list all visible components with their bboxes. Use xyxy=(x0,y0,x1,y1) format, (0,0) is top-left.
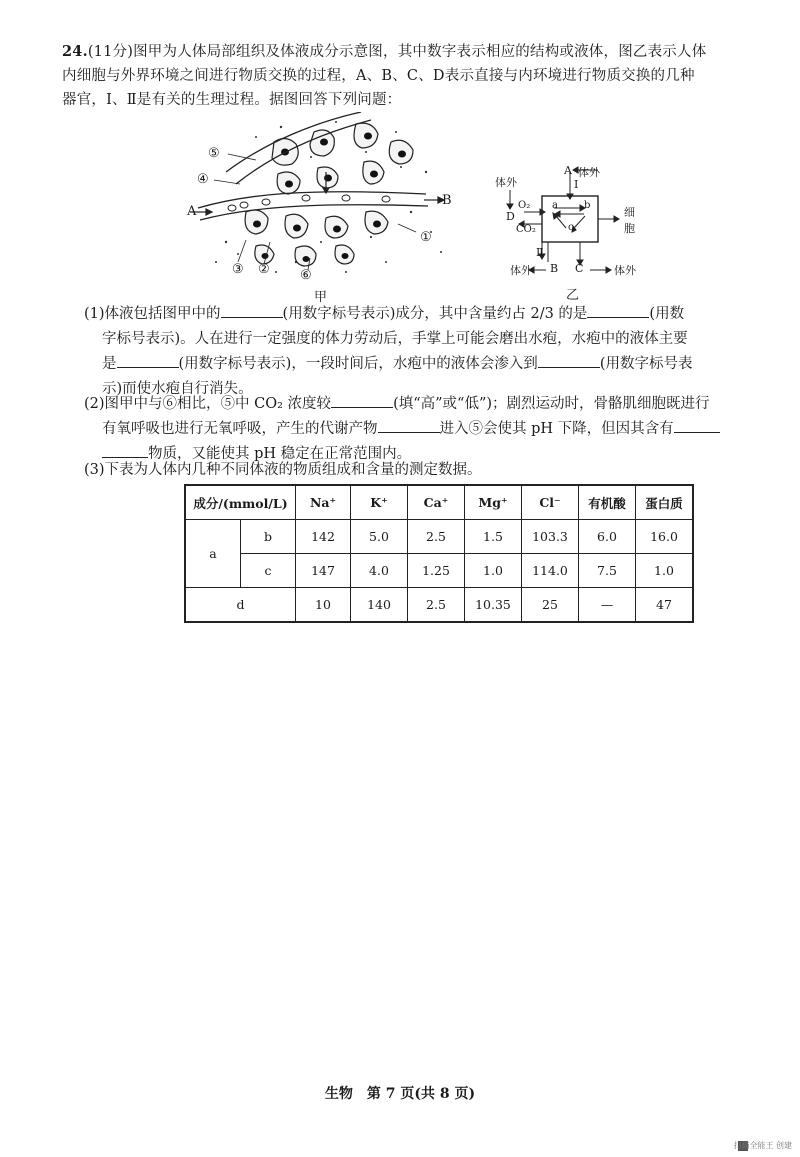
sub1-line3b: (用数字标号表示)，一段时间后，水疱中的液体会渗入到 xyxy=(178,356,538,372)
answer-blank[interactable] xyxy=(331,393,393,408)
table-cell: 1.25 xyxy=(408,554,465,588)
yi-label-c: c xyxy=(568,222,574,233)
sub2-line1a: (2)图甲中与⑥相比，⑤中 CO₂ 浓度较 xyxy=(84,396,332,412)
answer-blank[interactable] xyxy=(102,443,148,458)
table-cell: 2.5 xyxy=(408,520,465,554)
table-header-cell: Mg⁺ xyxy=(465,485,522,520)
page-footer: 生物 第 7 页(共 8 页) xyxy=(324,1086,476,1102)
question-intro xyxy=(62,40,752,112)
sub-question-2 xyxy=(84,392,744,467)
jia-label-3: ③ xyxy=(232,262,244,277)
table-cell: 47 xyxy=(636,588,694,623)
table-cell: 4.0 xyxy=(351,554,408,588)
sub3-text: (3)下表为人体内几种不同体液的物质组成和含量的测定数据。 xyxy=(84,462,482,478)
table-cell: 2.5 xyxy=(408,588,465,623)
answer-blank[interactable] xyxy=(674,418,720,433)
table-cell: 114.0 xyxy=(522,554,579,588)
intro-line-2: 内细胞与外界环境之间进行物质交换的过程，A、B、C、D表示直接与内环境进行物质交换的几种 xyxy=(62,68,695,84)
body-fluid-table xyxy=(184,484,694,623)
table-row-label: c xyxy=(241,554,296,588)
question-number: 24. xyxy=(62,43,88,60)
jia-label-1: ① xyxy=(420,230,432,245)
table-cell: 5.0 xyxy=(351,520,408,554)
sub1-line1b: (用数字标号表示)成分，其中含量约占 2/3 的是 xyxy=(282,306,588,322)
table-cell: 140 xyxy=(351,588,408,623)
yi-label-I: Ⅰ xyxy=(574,178,579,191)
table-cell: 10 xyxy=(296,588,351,623)
table-cell: 1.5 xyxy=(465,520,522,554)
table-header-row xyxy=(185,485,693,520)
yi-label-CO2: CO₂ xyxy=(516,224,536,235)
yi-label-D: D xyxy=(506,210,515,223)
answer-blank[interactable] xyxy=(538,353,600,368)
table-cell: 103.3 xyxy=(522,520,579,554)
table-cell: — xyxy=(579,588,636,623)
table-cell: 1.0 xyxy=(465,554,522,588)
yi-label-C: C xyxy=(575,262,584,275)
table-cell: 1.0 xyxy=(636,554,694,588)
jia-label-A: A xyxy=(187,204,197,219)
sub1-line4: 示)而使水疱自行消失。 xyxy=(102,381,253,397)
table-group-label: a xyxy=(185,520,241,588)
table-cell: 10.35 xyxy=(465,588,522,623)
table-cell: 7.5 xyxy=(579,554,636,588)
sub1-line3a: 是 xyxy=(102,356,117,372)
sub1-line1a: (1)体液包括图甲中的 xyxy=(84,306,221,322)
table-header-cell: Cl⁻ xyxy=(522,485,579,520)
table-header-cell: 有机酸 xyxy=(579,485,636,520)
answer-blank[interactable] xyxy=(587,303,649,318)
table-header-cell: Na⁺ xyxy=(296,485,351,520)
yi-outside-bl: 体外 xyxy=(510,264,532,277)
intro-line-1: (11分)图甲为人体局部组织及体液成分示意图，其中数字表示相应的结构或液体，图乙表示人体 xyxy=(87,44,707,60)
table-row xyxy=(185,554,693,588)
sub2-line3: 物质，又能使其 pH 稳定在正常范围内。 xyxy=(148,446,412,462)
answer-blank[interactable] xyxy=(221,303,283,318)
jia-caption: 甲 xyxy=(314,290,328,305)
jia-label-6: ⑥ xyxy=(300,268,312,283)
watermark: 扫描全能王 创建 xyxy=(733,1141,792,1150)
figure-jia xyxy=(186,112,466,287)
table-cell: 6.0 xyxy=(579,520,636,554)
table-row xyxy=(185,588,693,623)
lymph-vessel xyxy=(226,112,371,184)
sub1-line1c: (用数 xyxy=(649,306,685,322)
sub2-line1b: (填“高”或“低”)；剧烈运动时，骨骼肌细胞既进行 xyxy=(393,396,710,412)
yi-cell-2: 胞 xyxy=(624,222,635,235)
sub-question-1 xyxy=(84,302,744,402)
table-header-cell: 成分/(mmol/L) xyxy=(185,485,296,520)
yi-label-B: B xyxy=(550,262,559,275)
yi-caption: 乙 xyxy=(566,288,580,303)
table-row xyxy=(185,520,693,554)
table-header-cell: K⁺ xyxy=(351,485,408,520)
yi-outside-left: 体外 xyxy=(495,176,517,189)
yi-arrows xyxy=(507,167,619,273)
intro-line-3: 器官，Ⅰ、Ⅱ是有关的生理过程。据图回答下列问题： xyxy=(62,92,402,108)
yi-outside-top: 体外 xyxy=(578,166,600,179)
yi-outside-br: 体外 xyxy=(614,264,636,277)
jia-label-B: B xyxy=(442,193,452,208)
yi-cell-1: 细 xyxy=(624,206,635,219)
answer-blank[interactable] xyxy=(117,353,179,368)
table-cell: 16.0 xyxy=(636,520,694,554)
yi-label-a: a xyxy=(552,200,558,211)
sub1-line2: 字标号表示)。人在进行一定强度的体力劳动后，手掌上可能会磨出水疱，水疱中的液体主要 xyxy=(102,331,688,347)
table-header-cell: 蛋白质 xyxy=(636,485,694,520)
table-header-cell: Ca⁺ xyxy=(408,485,465,520)
jia-label-5: ⑤ xyxy=(208,146,220,161)
sub-question-3 xyxy=(84,458,744,483)
table-cell: 142 xyxy=(296,520,351,554)
table-cell: 147 xyxy=(296,554,351,588)
yi-label-A: A xyxy=(564,164,572,177)
jia-label-2: ② xyxy=(258,262,270,277)
jia-label-4: ④ xyxy=(197,172,209,187)
capillary-vessel xyxy=(198,192,428,220)
table-cell: 25 xyxy=(522,588,579,623)
answer-blank[interactable] xyxy=(378,418,440,433)
sub1-line3c: (用数字标号表 xyxy=(599,356,693,372)
table-row-label: b xyxy=(241,520,296,554)
yi-label-O2: O₂ xyxy=(518,200,531,211)
sub2-line2a: 有氧呼吸也进行无氧呼吸，产生的代谢产物 xyxy=(102,421,378,437)
sub2-line2b: 进入⑤会使其 pH 下降，但因其含有 xyxy=(439,421,674,437)
table-row-label: d xyxy=(185,588,296,623)
yi-label-b: b xyxy=(584,200,591,211)
yi-label-II: Ⅱ xyxy=(536,246,544,259)
